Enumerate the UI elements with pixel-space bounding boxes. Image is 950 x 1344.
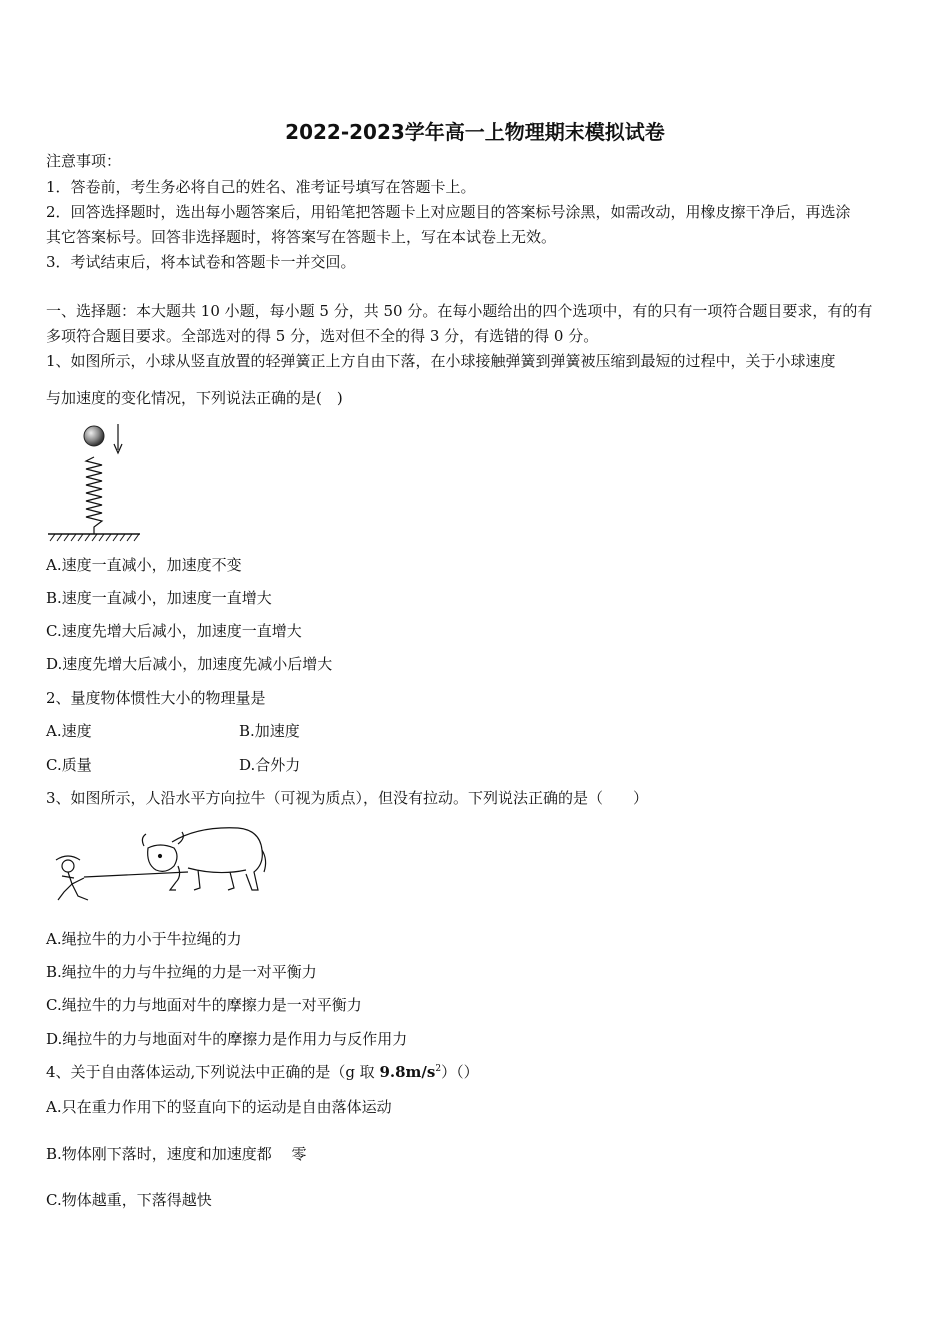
q3-option-a: A.绳拉牛的力小于牛拉绳的力 <box>46 930 242 948</box>
ball-spring-figure <box>46 420 146 544</box>
q4-option-c: C.物体越重，下落得越快 <box>46 1191 212 1209</box>
ball-icon <box>84 426 104 446</box>
down-arrow-icon <box>114 424 122 453</box>
q2-option-b: B.加速度 <box>239 722 300 740</box>
q1-option-b: B.速度一直减小，加速度一直增大 <box>46 589 272 607</box>
q2-option-d: D.合外力 <box>239 756 301 774</box>
q4-stem-sup: 2 <box>435 1064 442 1074</box>
q1-option-c: C.速度先增大后减小，加速度一直增大 <box>46 622 302 640</box>
person-icon <box>56 856 88 900</box>
q3-option-c: C.绳拉牛的力与地面对牛的摩擦力是一对平衡力 <box>46 996 362 1014</box>
q4-stem-pre: 4、关于自由落体运动,下列说法中正确的是（g 取 <box>46 1063 380 1081</box>
q3-option-b: B.绳拉牛的力与牛拉绳的力是一对平衡力 <box>46 963 317 981</box>
q4-stem-post: ）（） <box>441 1063 479 1081</box>
q2-stem: 2、量度物体惯性大小的物理量是 <box>46 689 266 707</box>
section-1-intro-line-2: 多项符合题目要求。全部选对的得 5 分，选对但不全的得 3 分，有选错的得 0 分。 <box>46 327 599 345</box>
q2-option-a: A.速度 <box>46 722 92 740</box>
q3-option-d: D.绳拉牛的力与地面对牛的摩擦力是作用力与反作用力 <box>46 1030 408 1048</box>
q3-stem: 3、如图所示，人沿水平方向拉牛（可视为质点），但没有拉动。下列说法正确的是（ ） <box>46 789 649 807</box>
q1-stem-line-1: 1、如图所示，小球从竖直放置的轻弹簧正上方自由下落，在小球接触弹簧到弹簧被压缩到最短的过程中，关于小球速度 <box>46 352 836 370</box>
q4-stem-value: 9.8m/s <box>379 1063 436 1081</box>
notice-item-2-line-2: 其它答案标号。回答非选择题时，将答案写在答题卡上，写在本试卷上无效。 <box>46 228 557 246</box>
notice-item-3: 3．考试结束后，将本试卷和答题卡一并交回。 <box>46 253 356 271</box>
q4-option-a: A.只在重力作用下的竖直向下的运动是自由落体运动 <box>46 1098 392 1116</box>
notice-item-2-line-1: 2．回答选择题时，选出每小题答案后，用铅笔把答题卡上对应题目的答案标号涂黑，如需改动，用橡皮擦干净后，再选涂 <box>46 203 851 221</box>
notice-heading: 注意事项： <box>46 152 122 170</box>
page-title: 2022-2023学年高一上物理期末模拟试卷 <box>285 120 665 144</box>
q4-stem <box>46 1063 479 1081</box>
q1-option-d: D.速度先增大后减小，加速度先减小后增大 <box>46 655 333 673</box>
q1-option-a: A.速度一直减小，加速度不变 <box>46 556 242 574</box>
notice-item-1: 1．答卷前，考生务必将自己的姓名、准考证号填写在答题卡上。 <box>46 178 476 196</box>
ox-icon <box>142 828 265 890</box>
ground-icon <box>48 534 140 541</box>
person-pulling-ox-figure <box>48 820 270 912</box>
q1-stem-line-2: 与加速度的变化情况，下列说法正确的是( ) <box>46 389 343 407</box>
rope <box>84 872 188 877</box>
q4-option-b: B.物体刚下落时，速度和加速度都 零 <box>46 1145 307 1163</box>
section-1-intro-line-1: 一、选择题：本大题共 10 小题，每小题 5 分，共 50 分。在每小题给出的四个选项中，有的只有一项符合题目要求，有的有 <box>46 302 873 320</box>
q2-option-c: C.质量 <box>46 756 92 774</box>
spring-icon <box>86 457 102 534</box>
